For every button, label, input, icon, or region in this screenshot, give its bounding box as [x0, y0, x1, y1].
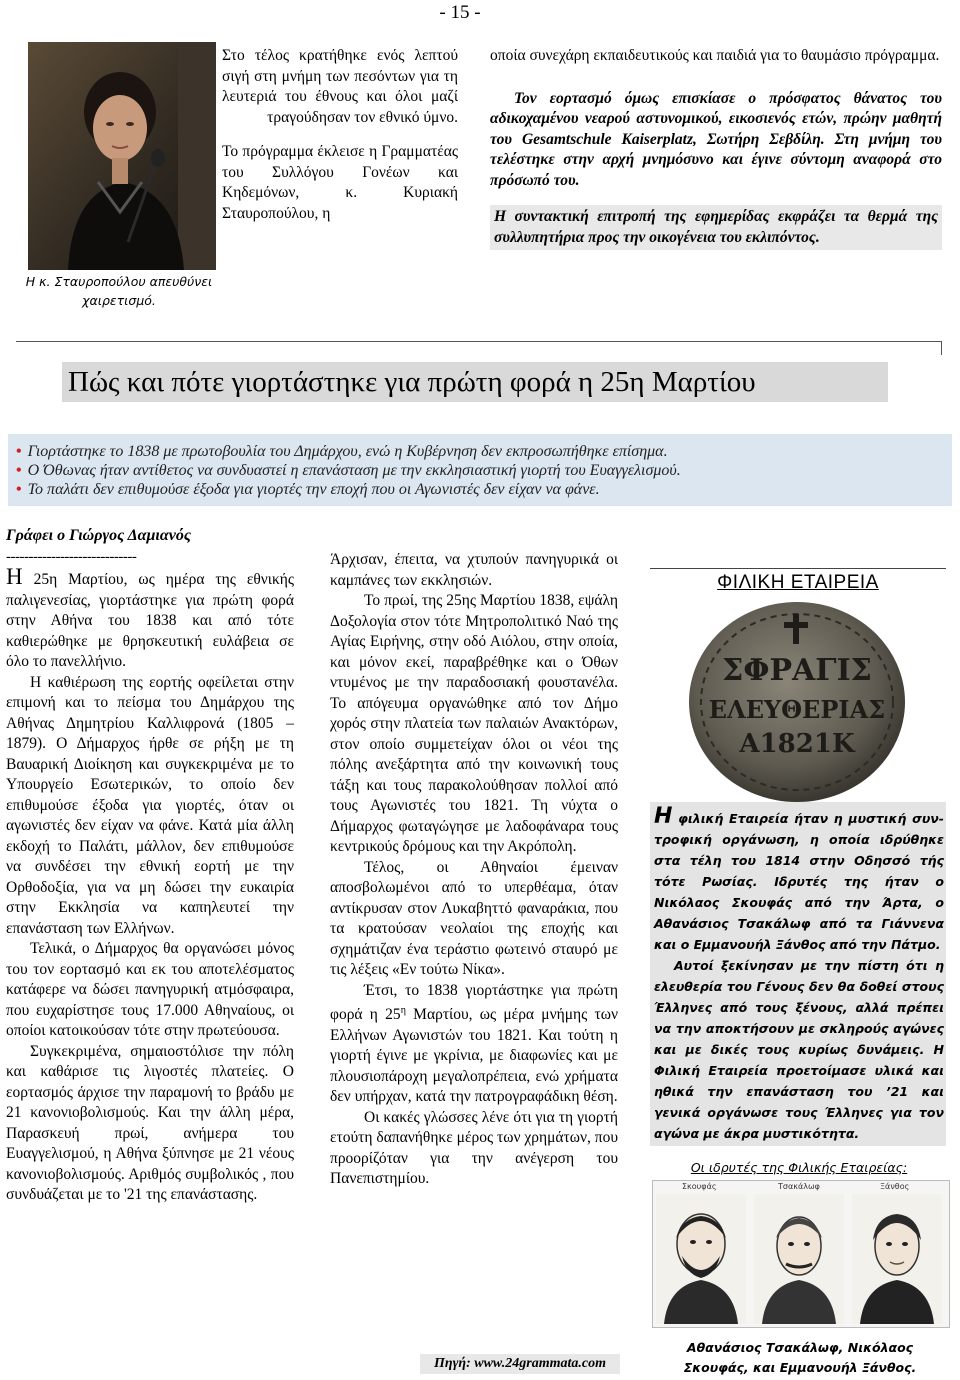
paragraph-text: Μαρτίου, ως μέρα μνήμης των Ελλήνων Αγωνιστών του 1821. Και τούτη η γιορτή έγινε με γκρίνια, με διαφωνίες και με πλουσιοπάροχη μεγαλοπρέπεια, ενώ χρήματα δεν υπήρχαν, κατά την πατρογραφάδικη θέση. [330, 1006, 618, 1106]
paragraph: Άρχισαν, έπειτα, να χτυπούν πανηγυρικά οι καμπάνες των εκκλησιών. [330, 551, 618, 589]
founders-caption-line-2: Σκουφάς, και Εμμανουήλ Ξάνθος. [683, 1360, 917, 1375]
portrait-name: Ξάνθος [880, 1182, 910, 1191]
sidebar-rule [650, 568, 946, 569]
page-number: - 15 - [439, 2, 481, 23]
drop-cap: Η [6, 564, 23, 589]
condolences-note: Η συντακτική επιτροπή της εφημερίδας εκφράζει τα θερμά της συλλυπητήρια προς την οικογένεια του εκλιπόντος. [490, 205, 942, 250]
byline-separator: ----------------------------- [6, 548, 137, 565]
photo-caption-line-2: χαιρετισμό. [82, 293, 156, 308]
paragraph: Οι κακές γλώσσες λένε ότι για τη γιορτή ετούτη δαπανήθηκε μέρος των χρημάτων, που προορίζόταν για την ανέγερση του Πανεπιστημίου. [330, 1108, 618, 1188]
paragraph [330, 981, 618, 1108]
superscript: η [400, 1005, 406, 1016]
source-credit: Πηγή: www.24grammata.com [420, 1354, 620, 1374]
paragraph-text: φιλική Εταιρεία ήταν η μυστική συν-τροφική οργάνωση, η οποία ιδρύθηκε στα τέλη του 1814 στην Οδησσό τής τότε Ρωσίας. Ιδρυτές της ήταν ο Νικόλαος Σκουφάς από την Άρτα, ο Αθανάσιος Τσακάλωφ από τα Γιάννενα και ο Εμμανουήλ Ξάνθος από την Πάτμο. [654, 811, 944, 952]
paragraph: Το πρωί, της 25ης Μαρτίου 1838, εψάλη Δοξολογία στον τότε Μητροπολιτικό Ναό της Αγίας Ειρήνης, στην οδό Αιόλου, στην οποία, και μόνον εκεί, παραβρέθηκε και ο Όθων ντυμένος με την παραδοσιακή φουστανέλα. Το απόγευμα οργανώθηκε από τον Δήμο χορός στην πλατεία των παλαιών Ανακτόρων, στον οποίο συμμετείχαν όλοι οι νέοι της πόλης ανεξάρτητα από την κοινωνική τους τάξη και τους παρακολούθησαν πολλοί από τους Αγωνιστές του 1821. Τη νύχτα ο Δήμαρχος φωταγώγησε με λαδοφάναρα τους κεντρικούς δρόμους και την Ακρόπολη. [330, 592, 618, 855]
portrait-name: Σκουφάς [682, 1182, 717, 1191]
founders-caption [652, 1338, 948, 1378]
paragraph-text: 25η Μαρτίου, ως ημέρα της εθνικής παλιγενεσίας, γιορτάστηκε για πρώτη φορά στην Αθήνα του 1838 και από τότε καθιερώθηκε με θρησκευτική ευλάβεια σε όλο το πανελλήνιο. [6, 571, 294, 670]
seal-text: Α1821Κ [739, 729, 855, 759]
memorial-note: Τον εορτασμό όμως επισκίασε ο πρόσφατος θάνατος του αδικοχαμένου νεαρού αστυνομικού, εικοσιενός ετών, πρώην μαθητή του Gesamtschule Kaiserplatz, Σωτήρη Σεβδίλη. Στη μνήμη του τελέστηκε στην αρχή μνημόσυνο και έγινε σύντομη αναφορά στο πρόσωπό του. [490, 89, 942, 189]
summary-bullet: • Γιορτάστηκε το 1838 με πρωτοβουλία του Δημάρχου, ενώ η Κυβέρνηση δεν εκπροσωπήθηκε επίσημα. [16, 442, 952, 461]
paragraph: Αυτοί ξεκίνησαν με την πίστη ότι η ελευθερία του Γένους δεν θα δοθεί στους Έλληνες από τους ξένους, αλλά πρέπει να την αποκτήσουν με σκληρούς αγώνες και με δικές τους κυρίως δυνάμεις. Η Φιλική Εταιρεία προετοίμασε υλικά και ηθικά την επανάσταση του ’21 και γενικά οργάνωσε τους Έλληνες για τον αγώνα με άκρα μυστικότητα. [654, 958, 944, 1141]
article-column-2 [330, 550, 618, 1190]
sidebar-text [654, 806, 944, 1144]
paragraph-text: Έτσι, το 1838 γιορτάστηκε για πρώτη φορά η 25 [330, 981, 618, 1024]
seal-text: ΕΛΕΥΘΕΡΙΑΣ [708, 695, 886, 724]
summary-bullet: • Το παλάτι δεν επιθυμούσε έξοδα για γιορτές την εποχή που οι Αγωνιστές δεν είχαν να φάνε. [16, 480, 952, 499]
byline: Γράφει ο Γιώργος Δαμιανός [6, 527, 191, 544]
paragraph: οποία συνεχάρη εκπαιδευτικούς και παιδιά για το θαυμάσιο πρόγραμμα. [490, 47, 940, 64]
founders-label: Οι ιδρυτές της Φιλικής Εταιρείας: [690, 1160, 908, 1175]
photo-caption-line-1: Η κ. Σταυροπούλου απευθύνει [25, 274, 213, 289]
paragraph [654, 806, 944, 955]
paragraph: Συγκεκριμένα, σημαιοστόλισε την πόλη και καθάρισε τις λιγοστές πλατείες. Ο εορτασμός άρχισε την παραμονή το βράδυ με 21 κανονιοβολισμούς. Και την άλλη μέρα, Παρασκευή πρωί, ανήμερα του Ευαγγελισμού, η Αθήνα ξύπνησε με 21 νέους κανονιοβολισμούς. Αριθμός συμβολικός , που συνδυάζεται με το '21 της επανάστασης. [6, 1042, 294, 1203]
summary-bullet: • Ο Όθωνας ήταν αντίθετος να συνδυαστεί η επανάσταση με την εκκλησιαστική γιορτή του Ευαγγελισμού. [16, 461, 952, 480]
paragraph: Το πρόγραμμα έκλεισε η Γραμματέας του Συλλόγου Γονέων και Κηδεμόνων, κ. Κυριακή Σταυροπούλου, η [222, 143, 458, 222]
section-divider [16, 341, 942, 342]
portrait-xanthos [852, 1194, 942, 1324]
speaker-photo [28, 42, 216, 270]
founders-caption-line-1: Αθανάσιος Τσακάλωφ, Νικόλαος [686, 1340, 914, 1355]
paragraph: Τέλος, οι Αθηναίοι έμειναν αποσβολωμένοι από το υπερθέαμα, όταν αντίκρυσαν στον Λυκαβηττό φαναράκια, που τα κρατούσαν νεολαίοι της εποχής και σχημάτιζαν ένα τεράστιο φωτεινό σταυρό με τις λέξεις «Εν τούτω Νίκα». [330, 858, 618, 978]
top-middle-column [222, 46, 458, 238]
article-headline: Πώς και πότε γιορτάστηκε για πρώτη φορά η 25η Μαρτίου [62, 362, 888, 402]
paragraph: Στο τέλος κρατήθηκε ενός λεπτού σιγή στη μνήμη των πεσόντων για τη λευτεριά του έθνους και όλοι μαζί τραγούδησαν τον εθνικό ύμνο. [222, 47, 458, 126]
portrait-name: Τσακάλωφ [778, 1182, 820, 1191]
photo-caption [18, 272, 220, 310]
sidebar-title: ΦΙΛΙΚΗ ΕΤΑΙΡΕΙΑ [717, 572, 879, 593]
paragraph [6, 564, 294, 673]
seal-text: ΣΦΡΑΓΙΣ [722, 653, 872, 688]
summary-bullets [8, 434, 952, 506]
paragraph: Η καθιέρωση της εορτής οφείλεται στην επιμονή και το πείσμα του Δημάρχου της Αθήνας Δημητρίου Καλλιφρονά (1805 – 1879). Ο Δήμαρχος ήρθε σε ρήξη με τη Βαυαρική Διοίκηση και συγκεκριμένα με το Υπουργείο Εσωτερικών, το οποίο δεν επιθυμούσε έξοδα για γιορτές, όταν οι αγωνιστές δεν είχαν να φάνε. Κατά μία άλλη εκδοχή το Παλάτι, μάλλον, δεν επιθυμούσε να συνδέσει την εθνική εορτή με την Ορθοδοξία, για να μη δώσει την ευκαιρία στην Εκκλησία να καπηλευτεί την επανάσταση των Ελλήνων. [6, 673, 294, 937]
portrait-names [660, 1180, 942, 1194]
paragraph: Τελικά, ο Δήμαρχος θα οργανώσει μόνος του τον εορτασμό και εκ του αποτελέσματος κατάφερε να δώσει πανηγυρική ατμόσφαιρα, που ευχαρίστησε τους 17.000 Αθηναίους, οι οποίοι κατοικούσαν τότε στην πρωτεύουσα. [6, 940, 294, 1039]
portrait-tsakalof [754, 1194, 844, 1324]
article-column-1 [6, 526, 294, 1206]
top-right-column [490, 46, 942, 250]
divider-tick [941, 341, 942, 355]
seal-image [686, 600, 908, 804]
portrait-skoufas [656, 1194, 746, 1324]
drop-cap: Η [654, 804, 673, 829]
